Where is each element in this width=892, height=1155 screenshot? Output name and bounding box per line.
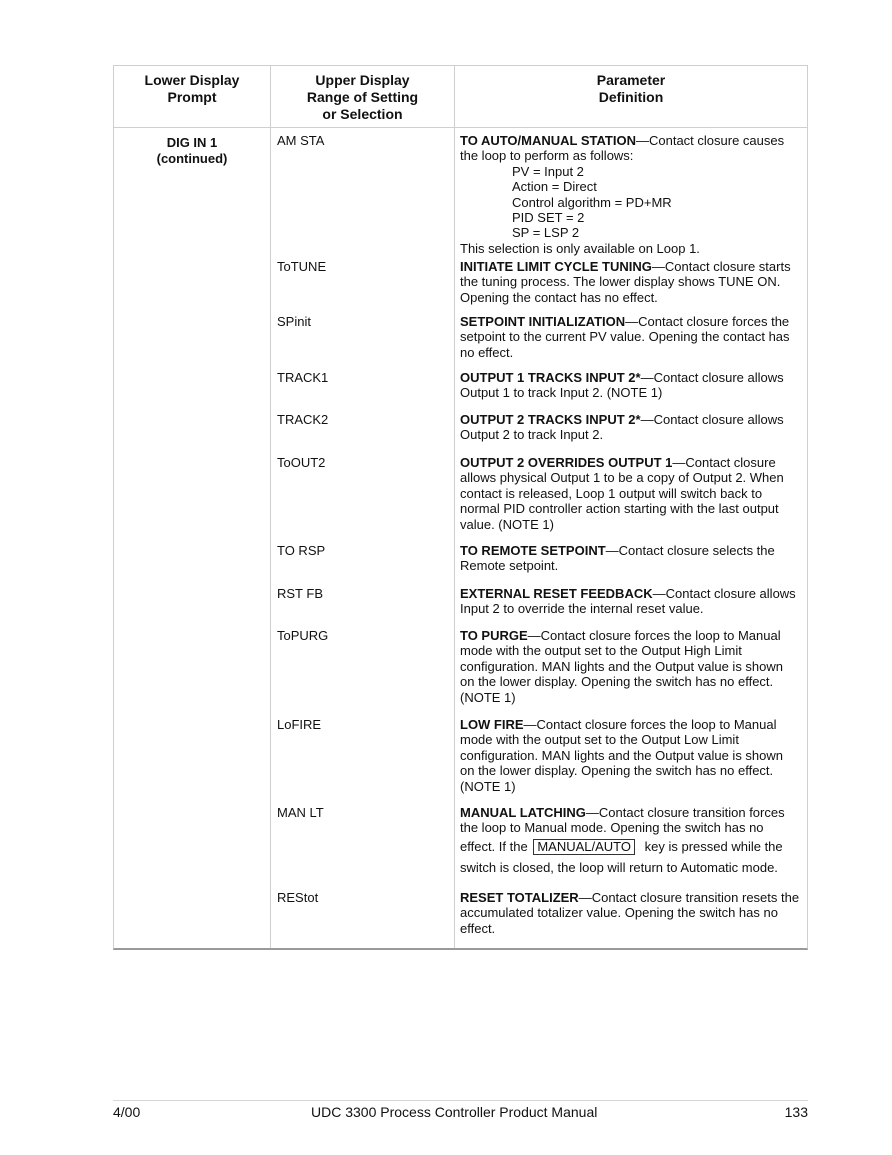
definition-title: TO REMOTE SETPOINT <box>460 543 606 558</box>
row-definition <box>455 128 807 259</box>
table-header <box>114 66 807 128</box>
indented-line: SP = LSP 2 <box>512 225 580 241</box>
header-upper-display-range <box>271 66 455 127</box>
definition-title: OUTPUT 2 OVERRIDES OUTPUT 1 <box>460 455 673 470</box>
key-line-2: switch is closed, the loop will return to Automatic mode. <box>460 859 778 875</box>
table-row <box>271 259 807 314</box>
definition-text: —Contact closure forces the loop to Manual mode with the output set to the Output High Limit configuration. MAN lights and the Output value is shown on the lower display. Opening the switch has no effect. (NOTE 1) <box>460 628 784 705</box>
row-definition <box>455 543 807 586</box>
definition-title: INITIATE LIMIT CYCLE TUNING <box>460 259 652 274</box>
parameter-table <box>113 65 808 950</box>
indented-line: Action = Direct <box>512 179 597 195</box>
definition-note: This selection is only available on Loop 1. <box>460 240 700 256</box>
header-text: Range of Setting <box>306 89 419 105</box>
prompt-cell <box>114 128 271 948</box>
table-row <box>271 586 807 628</box>
row-value: ToTUNE <box>271 259 455 314</box>
table-body <box>114 128 807 948</box>
row-definition <box>455 314 807 370</box>
table-row <box>271 455 807 543</box>
definition-title: OUTPUT 2 TRACKS INPUT 2* <box>460 412 641 427</box>
indented-line: Control algorithm = PD+MR <box>512 194 672 210</box>
header-lower-display-prompt <box>114 66 271 127</box>
table-row <box>271 628 807 717</box>
row-value: MAN LT <box>271 805 455 890</box>
row-definition <box>455 370 807 412</box>
row-definition <box>455 890 807 948</box>
row-value: LoFIRE <box>271 717 455 805</box>
table-row <box>271 717 807 805</box>
definition-text: —Contact closure allows physical Output 1 to be a copy of Output 2. When contact is released, Loop 1 output will switch back to normal PID controller action starting with the last output value. (NOTE 1) <box>460 455 784 532</box>
definition-text: —Contact closure allows Output 1 to track Input 2. (NOTE 1) <box>460 370 784 401</box>
rows-container <box>271 128 807 948</box>
key-line <box>460 836 801 857</box>
row-definition <box>455 805 807 890</box>
table-row <box>271 412 807 455</box>
row-value: TO RSP <box>271 543 455 586</box>
definition-text: —Contact closure forces the loop to Manual mode with the output set to the Output Low Limit configuration. MAN lights and the Output value is shown on the lower display. Opening the switch has no effect. (NOTE 1) <box>460 717 784 794</box>
row-value: TRACK1 <box>271 370 455 412</box>
header-text: or Selection <box>322 106 403 122</box>
table-row <box>271 314 807 370</box>
footer-rule <box>113 1100 808 1101</box>
definition-title: TO PURGE <box>460 628 528 643</box>
definition-title: OUTPUT 1 TRACKS INPUT 2* <box>460 370 641 385</box>
header-text: Definition <box>598 89 664 105</box>
header-text: Prompt <box>167 89 217 105</box>
table-row <box>271 543 807 586</box>
definition-text: —Contact closure starts the tuning process. The lower display shows TUNE ON. Opening the contact has no effect. <box>460 259 791 305</box>
table-row <box>271 128 807 259</box>
row-value: REStot <box>271 890 455 948</box>
row-value: ToPURG <box>271 628 455 717</box>
definition-text: —Contact closure forces the setpoint to the current PV value. Opening the contact has no effect. <box>460 314 790 360</box>
manual-auto-key: MANUAL/AUTO <box>533 839 635 855</box>
footer-date: 4/00 <box>113 1104 141 1120</box>
definition-text: —Contact closure allows Output 2 to track Input 2. <box>460 412 784 443</box>
table-row <box>271 805 807 890</box>
row-value: ToOUT2 <box>271 455 455 543</box>
definition-title: TO AUTO/MANUAL STATION <box>460 133 636 148</box>
definition-text: —Contact closure selects the Remote setpoint. <box>460 543 775 574</box>
definition-title: SETPOINT INITIALIZATION <box>460 314 626 329</box>
indented-line: PV = Input 2 <box>512 163 584 179</box>
row-definition <box>455 455 807 543</box>
row-definition <box>455 586 807 628</box>
indented-line: PID SET = 2 <box>512 210 585 226</box>
row-definition <box>455 259 807 314</box>
definition-title: RESET TOTALIZER <box>460 890 579 905</box>
footer-page-number: 133 <box>784 1104 808 1120</box>
table-row <box>271 370 807 412</box>
definition-text: —Contact closure allows Input 2 to override the internal reset value. <box>460 586 796 617</box>
definition-title: LOW FIRE <box>460 717 524 732</box>
row-value: RST FB <box>271 586 455 628</box>
row-value: SPinit <box>271 314 455 370</box>
row-value: AM STA <box>271 128 455 259</box>
prompt-name: DIG IN 1 <box>166 135 218 150</box>
row-definition <box>455 628 807 717</box>
row-definition <box>455 412 807 455</box>
prompt-continued: (continued) <box>156 151 228 166</box>
key-text-before: effect. If the <box>460 838 528 854</box>
definition-text: —Contact closure causes the loop to perform as follows: <box>460 133 785 164</box>
header-text: Upper Display <box>315 72 410 88</box>
header-text: Lower Display <box>144 72 240 88</box>
definition-title: EXTERNAL RESET FEEDBACK <box>460 586 653 601</box>
definition-text: —Contact closure transition forces the loop to Manual mode. Opening the switch has no <box>460 805 785 836</box>
key-text-after: key is pressed while the <box>644 838 783 854</box>
table-row <box>271 890 807 948</box>
definition-title: MANUAL LATCHING <box>460 805 586 820</box>
header-parameter-definition <box>455 66 807 127</box>
header-text: Parameter <box>596 72 666 88</box>
row-definition <box>455 717 807 805</box>
definition-text: —Contact closure transition resets the accumulated totalizer value. Opening the switch has no effect. <box>460 890 800 936</box>
row-value: TRACK2 <box>271 412 455 455</box>
footer-title: UDC 3300 Process Controller Product Manual <box>311 1104 598 1120</box>
